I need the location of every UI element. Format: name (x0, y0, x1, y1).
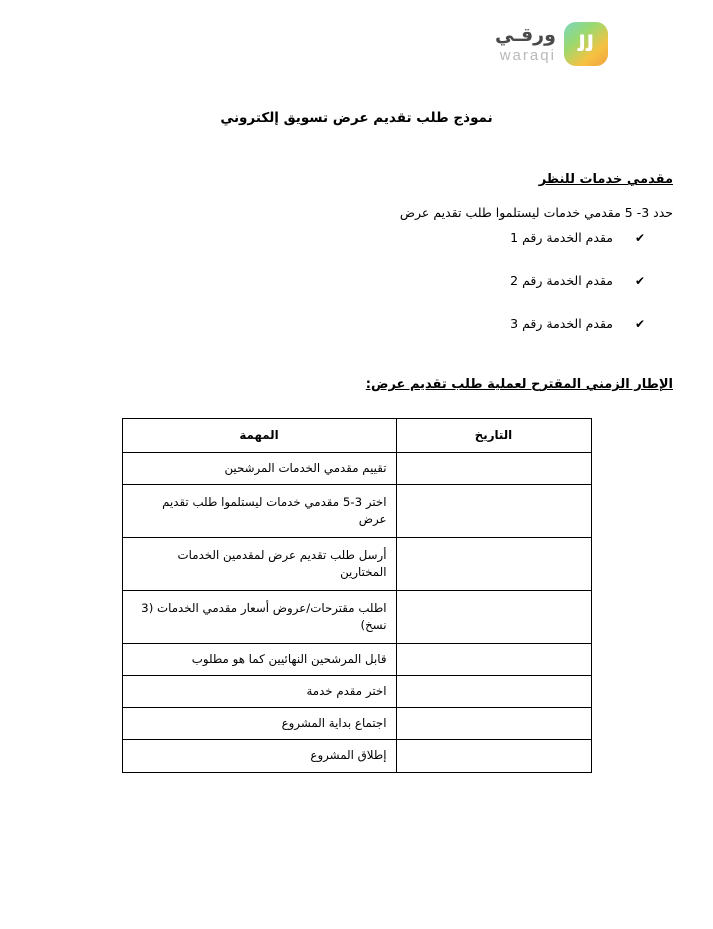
cell-task: تقييم مقدمي الخدمات المرشحين (122, 453, 396, 485)
list-item-label: مقدم الخدمة رقم 2 (510, 273, 613, 288)
cell-date[interactable] (396, 538, 591, 591)
logo-area (0, 22, 673, 66)
cell-date[interactable] (396, 644, 591, 676)
table-row (122, 538, 591, 591)
table-row (122, 676, 591, 708)
logo-arabic-text: ورقـي (495, 23, 556, 46)
cell-task: اختر 3-5 مقدمي خدمات ليستلموا طلب تقديم عرض (122, 485, 396, 538)
table-row (122, 740, 591, 772)
table-row (122, 453, 591, 485)
section-heading-timeline: الإطار الزمني المقترح لعملية طلب تقديم عرض: (365, 377, 673, 392)
logo-mark-icon: ﻟﻟ (564, 22, 608, 66)
table-row (122, 644, 591, 676)
cell-date[interactable] (396, 485, 591, 538)
logo-wordmark (495, 23, 556, 64)
cell-date[interactable] (396, 591, 591, 644)
check-icon: ✔ (634, 231, 645, 245)
provider-checklist (40, 230, 673, 331)
list-item (40, 273, 673, 288)
list-item (40, 316, 673, 331)
table-row (122, 708, 591, 740)
cell-task: اطلب مقترحات/عروض أسعار مقدمي الخدمات (3 نسخ) (122, 591, 396, 644)
logo-latin-text: waraqi (499, 46, 556, 64)
column-header-task: المهمة (122, 419, 396, 453)
waraqi-logo (495, 22, 608, 66)
table-header-row (122, 419, 591, 453)
cell-task: أرسل طلب تقديم عرض لمقدمين الخدمات المختارين (122, 538, 396, 591)
cell-date[interactable] (396, 676, 591, 708)
document-body (40, 110, 673, 773)
timeline-table (122, 418, 592, 773)
cell-task: إطلاق المشروع (122, 740, 396, 772)
cell-task: اجتماع بداية المشروع (122, 708, 396, 740)
cell-date[interactable] (396, 708, 591, 740)
check-icon: ✔ (634, 317, 645, 331)
section-heading-providers: مقدمي خدمات للنظر (538, 172, 673, 187)
providers-intro-text: حدد 3- 5 مقدمي خدمات ليستلموا طلب تقديم عرض (399, 205, 673, 220)
page-title: نموذج طلب تقديم عرض تسويق إلكتروني (220, 110, 493, 126)
table-row (122, 485, 591, 538)
list-item-label: مقدم الخدمة رقم 3 (510, 316, 613, 331)
cell-date[interactable] (396, 453, 591, 485)
cell-date[interactable] (396, 740, 591, 772)
cell-task: اختر مقدم خدمة (122, 676, 396, 708)
table-row (122, 591, 591, 644)
column-header-date: التاريخ (396, 419, 591, 453)
check-icon: ✔ (634, 274, 645, 288)
list-item (40, 230, 673, 245)
cell-task: قابل المرشحين النهائيين كما هو مطلوب (122, 644, 396, 676)
list-item-label: مقدم الخدمة رقم 1 (510, 230, 613, 245)
